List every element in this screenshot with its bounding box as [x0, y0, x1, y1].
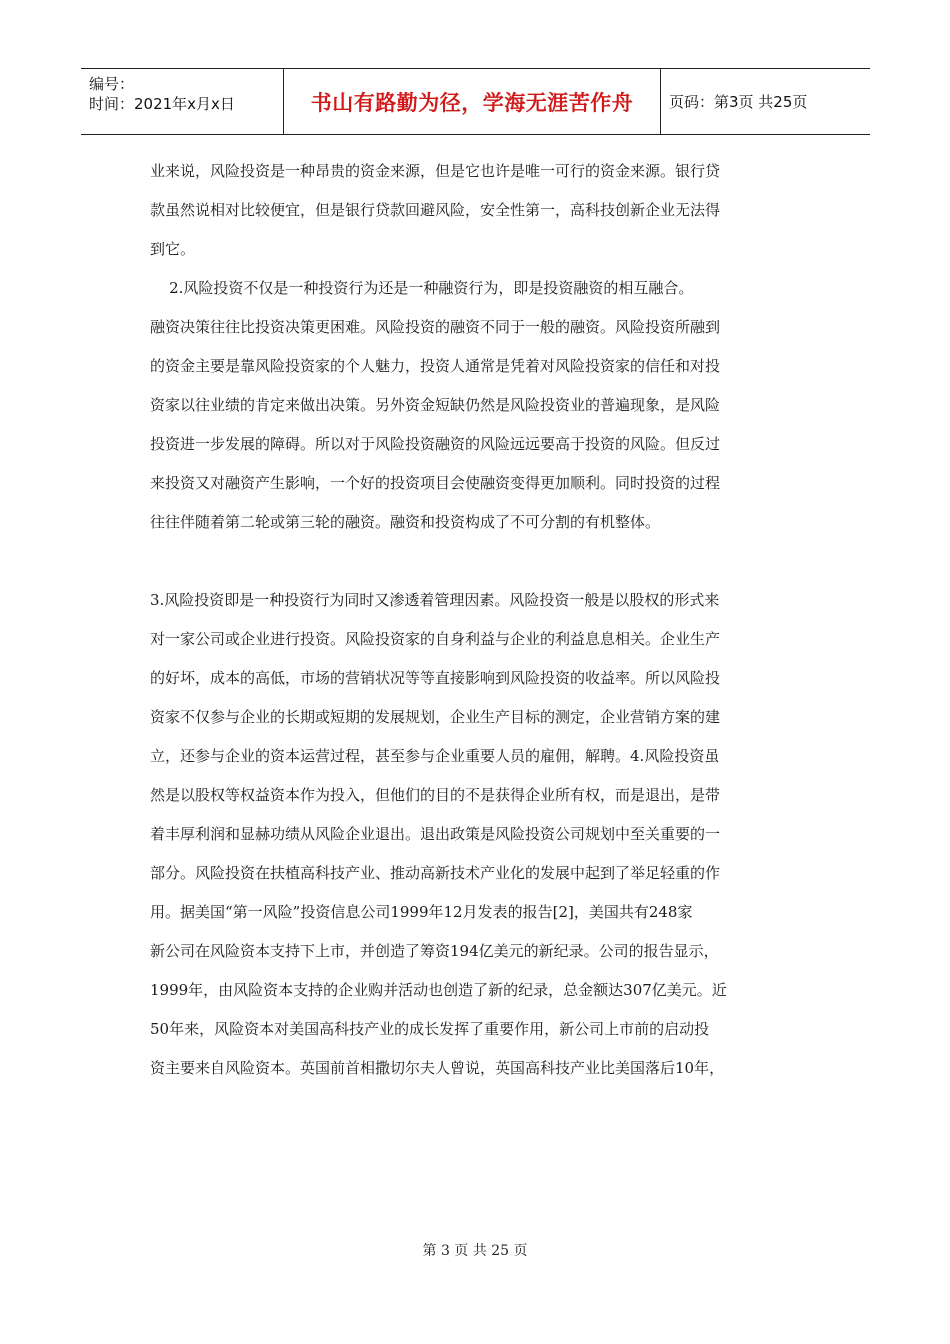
body-line: 业来说，风险投资是一种昂贵的资金来源，但是它也许是唯一可行的资金来源。银行贷	[150, 162, 721, 180]
header-meta	[81, 69, 283, 134]
body-line: 款虽然说相对比较便宜，但是银行贷款回避风险，安全性第一，高科技创新企业无法得	[150, 201, 721, 219]
body-line: 资主要来自风险资本。英国前首相撒切尔夫人曾说，英国高科技产业比美国落后10年，	[150, 1059, 725, 1077]
body-line: 资家不仅参与企业的长期或短期的发展规划，企业生产目标的测定，企业营销方案的建	[150, 708, 721, 726]
body-line: 着丰厚利润和显赫功绩从风险企业退出。退出政策是风险投资公司规划中至关重要的一	[150, 825, 721, 843]
body-line: 投资进一步发展的障碍。所以对于风险投资融资的风险远远要高于投资的风险。但反过	[150, 435, 721, 453]
page-header	[81, 68, 870, 135]
header-divider	[660, 69, 661, 134]
body-line: 50年来，风险资本对美国高科技产业的成长发挥了重要作用，新公司上市前的启动投	[150, 1020, 710, 1038]
body-line: 1999年，由风险资本支持的企业购并活动也创造了新的纪录，总金额达307亿美元。近	[150, 981, 727, 999]
body-line: 来投资又对融资产生影响，一个好的投资项目会使融资变得更加顺利。同时投资的过程	[150, 474, 721, 492]
body-line: 的资金主要是靠风险投资家的个人魅力，投资人通常是凭着对风险投资家的信任和对投	[150, 357, 721, 375]
body-line: 立，还参与企业的资本运营过程，甚至参与企业重要人员的雇佣，解聘。4.风险投资虽	[150, 747, 720, 765]
body-line: 用。据美国“第一风险”投资信息公司1999年12月发表的报告[2]，美国共有248家	[150, 903, 693, 921]
date-label: 时间：2021年x月x日	[89, 95, 235, 113]
body-line: 新公司在风险资本支持下上市，并创造了筹资194亿美元的新纪录。公司的报告显示，	[150, 942, 719, 960]
body-section-a	[150, 152, 800, 542]
page-footer: 第 3 页 共 25 页	[422, 1243, 528, 1259]
body-line: 融资决策往往比投资决策更困难。风险投资的融资不同于一般的融资。风险投资所融到	[150, 318, 721, 336]
body-section-b	[150, 581, 800, 1088]
body-line: 的好坏，成本的高低，市场的营销状况等等直接影响到风险投资的收益率。所以风险投	[150, 669, 721, 687]
body-line: 资家以往业绩的肯定来做出决策。另外资金短缺仍然是风险投资业的普遍现象，是风险	[150, 396, 721, 414]
document-body	[150, 152, 800, 1088]
paragraph-gap	[150, 542, 800, 581]
header-page-info: 页码：第3页 共25页	[669, 93, 808, 111]
header-motto: 书山有路勤为径，学海无涯苦作舟	[310, 90, 634, 115]
body-line: 到它。	[150, 240, 196, 258]
body-line: 往往伴随着第二轮或第三轮的融资。融资和投资构成了不可分割的有机整体。	[150, 513, 661, 531]
body-line: 3.风险投资即是一种投资行为同时又渗透着管理因素。风险投资一般是以股权的形式来	[150, 591, 720, 609]
serial-label: 编号：	[89, 75, 135, 93]
body-line: 2.风险投资不仅是一种投资行为还是一种融资行为，即是投资融资的相互融合。	[150, 279, 694, 297]
body-line: 然是以股权等权益资本作为投入，但他们的目的不是获得企业所有权，而是退出，是带	[150, 786, 721, 804]
body-line: 对一家公司或企业进行投资。风险投资家的自身利益与企业的利益息息相关。企业生产	[150, 630, 721, 648]
body-line: 部分。风险投资在扶植高科技产业、推动高新技术产业化的发展中起到了举足轻重的作	[150, 864, 721, 882]
